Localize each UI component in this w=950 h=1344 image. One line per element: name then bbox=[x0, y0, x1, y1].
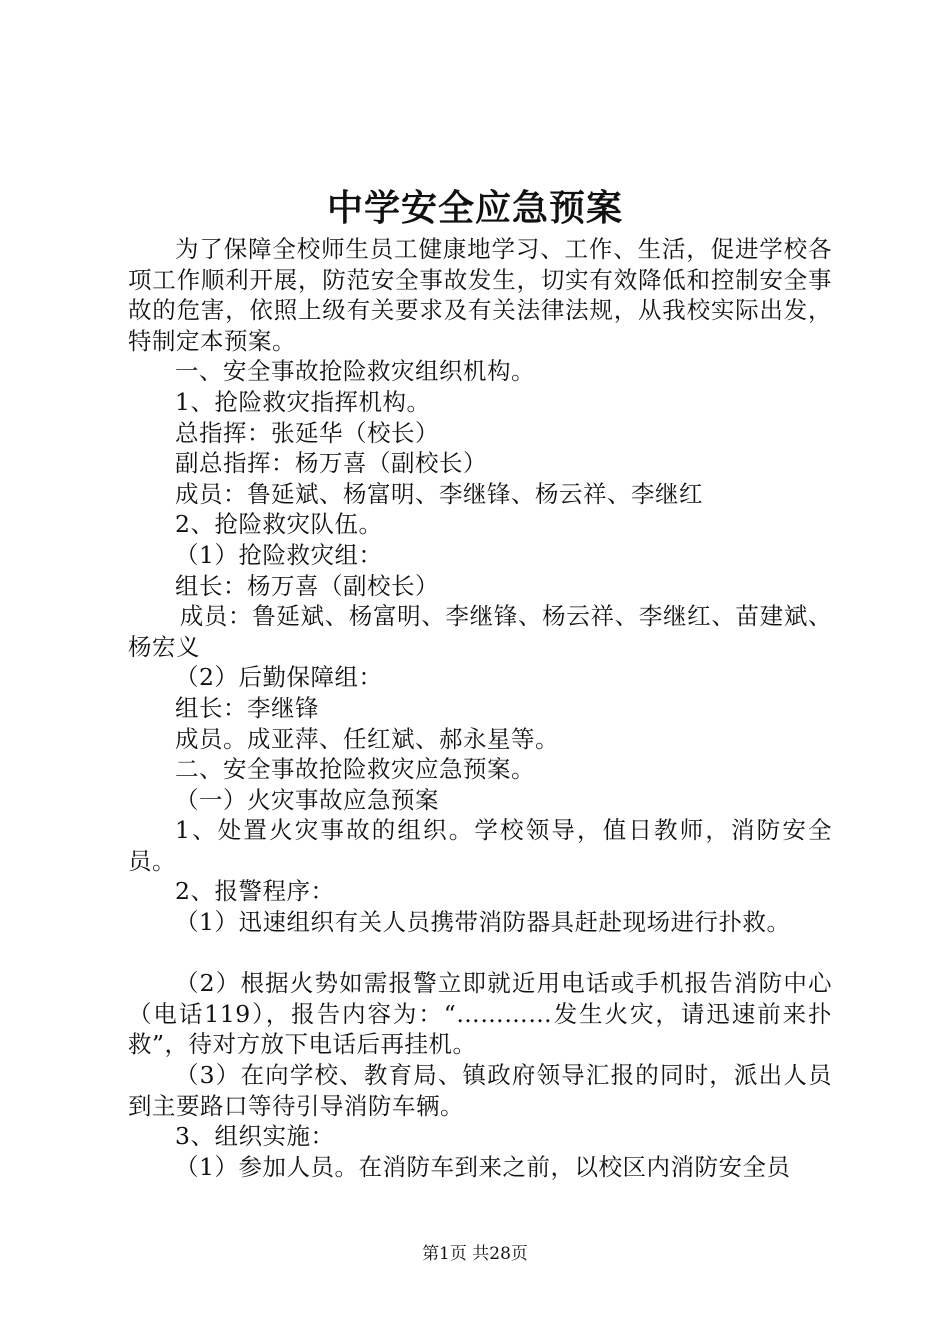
document-title: 中学安全应急预案 bbox=[326, 187, 623, 229]
paragraph-line: （2）根据火势如需报警立即就近用电话或手机报告消防中心（电话119），报告内容为：“…………发生火灾，请迅速前来扑救”，待对方放下电话后再挂机。 bbox=[128, 969, 832, 1059]
paragraph-line: （1）参加人员。在消防车到来之前，以校区内消防安全员 bbox=[175, 1152, 791, 1181]
paragraph-line: 副总指挥：杨万喜（副校长） bbox=[175, 449, 487, 478]
paragraph-line: （1）迅速组织有关人员携带消防器具赶赴现场进行扑救。 bbox=[175, 908, 791, 937]
paragraph-line: （1）抢险救灾组： bbox=[175, 540, 383, 569]
paragraph-line: 组长：李继锋 bbox=[175, 693, 319, 722]
section-heading-1: 一、安全事故抢险救灾组织机构。 bbox=[175, 357, 535, 386]
paragraph-line: 成员。成亚萍、任红斌、郝永星等。 bbox=[175, 724, 559, 753]
paragraph-line: （2）后勤保障组： bbox=[175, 663, 383, 692]
paragraph-line: （3）在向学校、教育局、镇政府领导汇报的同时，派出人员到主要路口等待引导消防车辆。 bbox=[128, 1061, 832, 1120]
paragraph-line: 总指挥：张延华（校长） bbox=[175, 418, 439, 447]
paragraph-intro: 为了保障全校师生员工健康地学习、工作、生活，促进学校各项工作顺利开展，防范安全事故发生，切实有效降低和控制安全事故的危害，依照上级有关要求及有关法律法规，从我校实际出发，特制定本预案。 bbox=[128, 235, 832, 355]
subsection-heading: （一）火灾事故应急预案 bbox=[175, 785, 439, 814]
blank-line bbox=[128, 938, 832, 969]
section-heading-2: 二、安全事故抢险救灾应急预案。 bbox=[175, 755, 535, 784]
paragraph-line: 1、处置火灾事故的组织。学校领导，值日教师，消防安全员。 bbox=[128, 816, 832, 875]
paragraph-line: 组长：杨万喜（副校长） bbox=[175, 571, 439, 600]
paragraph-line: 成员：鲁延斌、杨富明、李继锋、杨云祥、李继红 bbox=[175, 479, 703, 508]
subsection-heading: 1、抢险救灾指挥机构。 bbox=[175, 387, 431, 416]
paragraph-line: 3、组织实施： bbox=[175, 1122, 335, 1151]
paragraph-line: 2、报警程序： bbox=[175, 877, 335, 906]
page-footer: 第1页 共28页 bbox=[422, 1244, 528, 1264]
paragraph-line: 成员：鲁延斌、杨富明、李继锋、杨云祥、李继红、苗建斌、杨宏义 bbox=[128, 602, 832, 661]
document-body bbox=[128, 234, 832, 1182]
subsection-heading: 2、抢险救灾队伍。 bbox=[175, 510, 383, 539]
